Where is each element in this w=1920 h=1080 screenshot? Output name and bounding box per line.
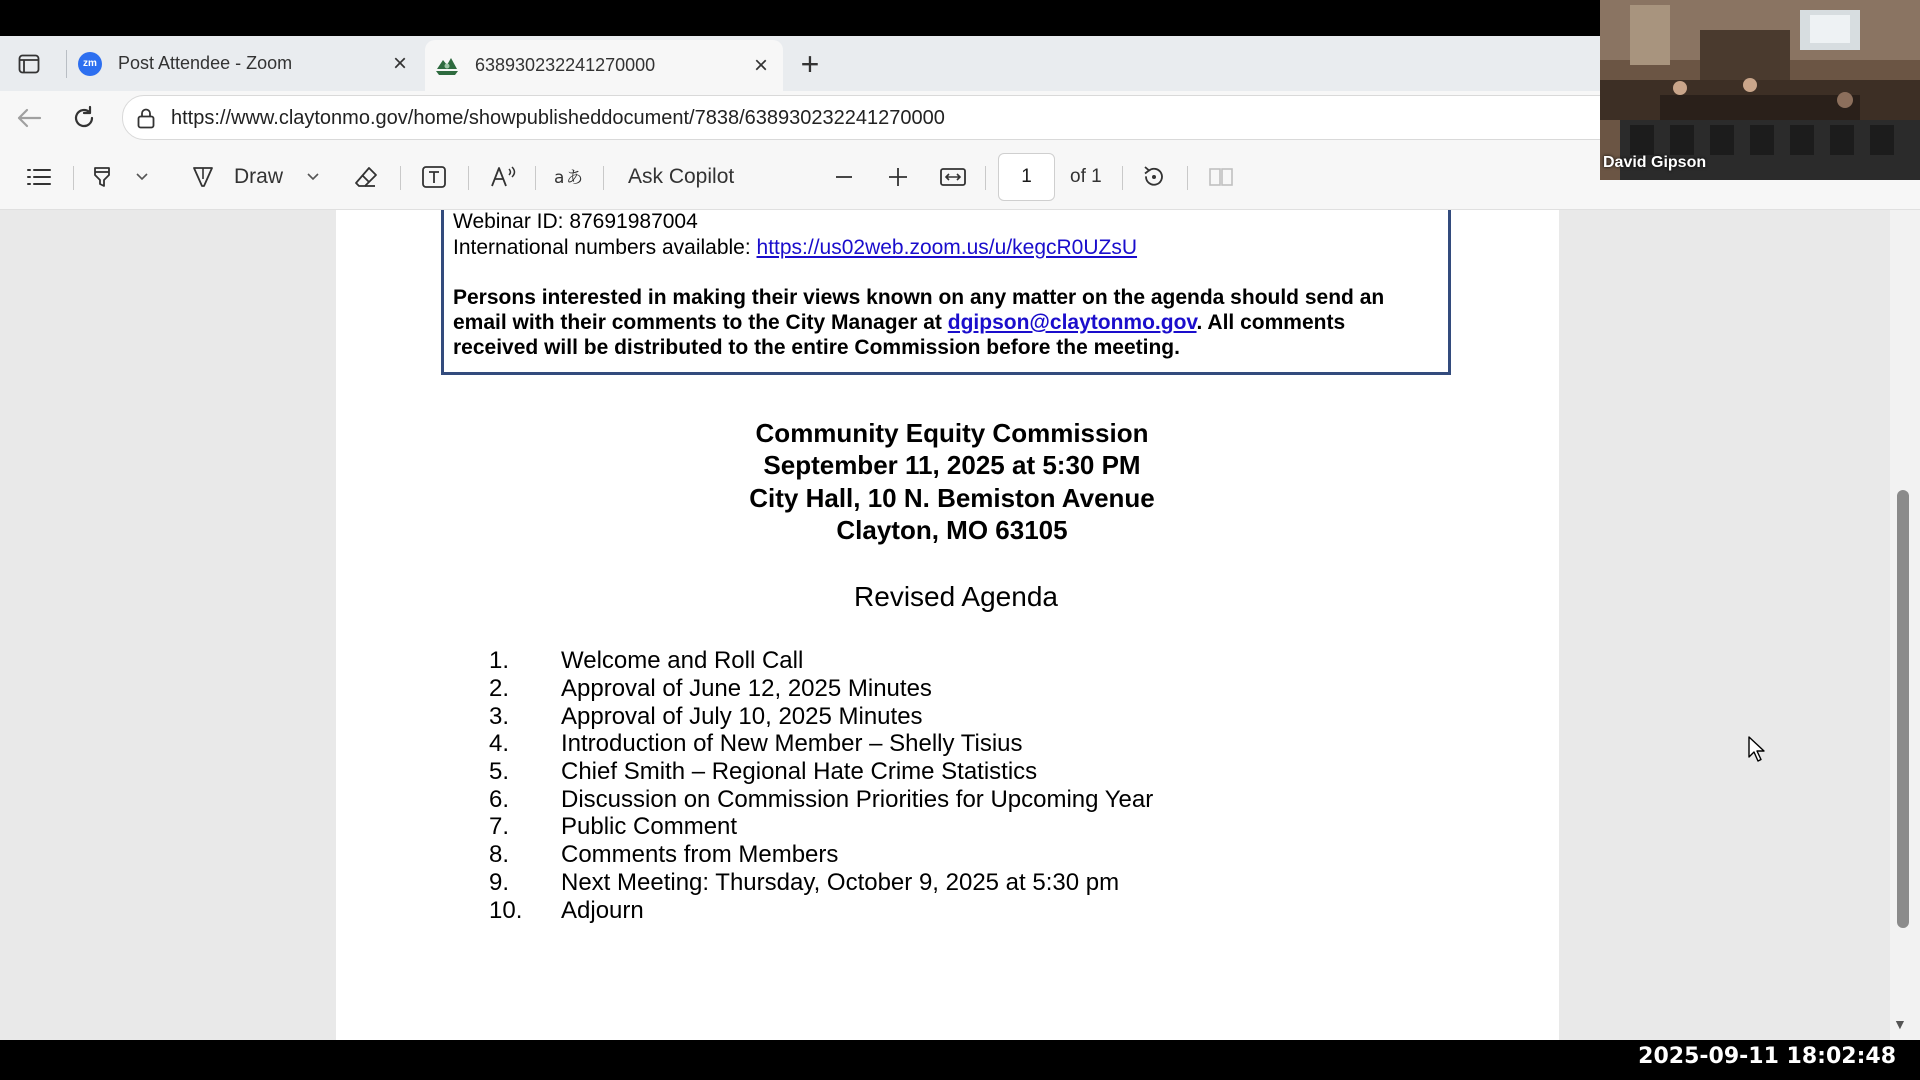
two-page-view-icon[interactable]	[1207, 160, 1235, 194]
agenda-item: 3. Approval of July 10, 2025 Minutes	[489, 703, 923, 730]
tab-title: 638930232241270000	[475, 55, 656, 75]
url-field[interactable]	[122, 95, 1842, 140]
international-numbers	[453, 236, 1137, 260]
highlight-icon[interactable]	[90, 160, 116, 194]
agenda-item: 4. Introduction of New Member – Shelly Tisius	[489, 730, 1023, 757]
international-numbers-link[interactable]: https://us02web.zoom.us/u/kegcR0UZsU	[756, 236, 1138, 259]
participant-name: David Gipson	[1603, 154, 1707, 171]
new-tab-button[interactable]: +	[800, 45, 820, 82]
svg-text:あ: あ	[566, 168, 583, 188]
comments-notice-line-2	[453, 311, 1345, 335]
url-text: https://www.claytonmo.gov/home/showpublisheddocument/7838/638930232241270000	[171, 107, 945, 129]
lock-icon[interactable]	[135, 107, 157, 129]
agenda-item: 7. Public Comment	[489, 813, 738, 840]
international-numbers-label: International numbers available:	[453, 236, 757, 259]
agenda-item: 2. Approval of June 12, 2025 Minutes	[489, 675, 932, 702]
scrollbar-thumb[interactable]	[1897, 490, 1909, 928]
comments-notice-text: email with their comments to the City Manager at	[453, 311, 948, 334]
meeting-date: September 11, 2025 at 5:30 PM	[763, 450, 1141, 480]
rotate-icon[interactable]	[1140, 160, 1168, 194]
draw-icon[interactable]	[190, 160, 216, 194]
tab-zoom[interactable]	[72, 36, 422, 91]
ask-copilot-button[interactable]: Ask Copilot	[628, 165, 735, 188]
pdf-viewer[interactable]	[0, 210, 1920, 1040]
agenda-item: 1. Welcome and Roll Call	[489, 647, 804, 674]
zoom-out-icon[interactable]	[832, 160, 856, 194]
agenda-item: 8. Comments from Members	[489, 841, 839, 868]
close-icon[interactable]: ×	[753, 51, 768, 79]
divider	[66, 50, 67, 78]
mouse-cursor-icon	[1747, 735, 1767, 768]
email-link[interactable]: dgipson@claytonmo.gov	[947, 311, 1197, 334]
divider	[73, 166, 74, 190]
divider	[400, 166, 401, 190]
comments-notice-line-1: Persons interested in making their views known on any matter on the agenda should send an	[453, 286, 1385, 309]
bottom-bar	[0, 1040, 1920, 1080]
webinar-id: Webinar ID: 87691987004	[453, 210, 698, 233]
meeting-city: Clayton, MO 63105	[836, 515, 1068, 545]
agenda-item: 9. Next Meeting: Thursday, October 9, 2025 at 5:30 pm	[489, 869, 1120, 896]
divider	[1187, 166, 1188, 190]
comments-notice-text: . All comments	[1196, 311, 1346, 334]
divider	[535, 166, 536, 190]
divider	[1122, 166, 1123, 190]
text-box-icon[interactable]	[420, 160, 448, 194]
refresh-icon[interactable]	[67, 101, 101, 135]
agenda-item: 5. Chief Smith – Regional Hate Crime Statistics	[489, 758, 1038, 785]
translate-icon[interactable]	[553, 160, 585, 194]
comments-notice-line-3: received will be distributed to the entire Commission before the meeting.	[453, 336, 1180, 359]
divider	[603, 166, 604, 190]
agenda-item: 6. Discussion on Commission Priorities for Upcoming Year	[489, 786, 1154, 813]
contents-list-icon[interactable]	[24, 160, 54, 194]
divider	[985, 166, 986, 190]
chevron-down-icon[interactable]	[134, 160, 150, 194]
zoom-video-thumbnail[interactable]	[1600, 0, 1920, 180]
close-icon[interactable]: ×	[392, 49, 407, 77]
meeting-location: City Hall, 10 N. Bemiston Avenue	[749, 483, 1155, 513]
page-total: of 1	[1070, 166, 1102, 187]
page-number-input[interactable]: 1	[998, 153, 1055, 201]
zoom-in-icon[interactable]	[886, 160, 910, 194]
read-aloud-icon[interactable]	[488, 160, 518, 194]
tab-pdf[interactable]	[425, 40, 783, 91]
eraser-icon[interactable]	[352, 160, 380, 194]
timestamp: 2025-09-11 18:02:48	[1638, 1044, 1896, 1069]
agenda-item: 10. Adjourn	[489, 897, 644, 924]
back-arrow-icon[interactable]	[12, 101, 46, 135]
agenda-title: Revised Agenda	[854, 581, 1058, 612]
tab-title: Post Attendee - Zoom	[118, 53, 293, 73]
commission-name: Community Equity Commission	[755, 418, 1149, 448]
zoom-icon: zm	[78, 52, 102, 76]
meeting-room-image	[1600, 0, 1920, 180]
scroll-down-icon[interactable]: ▼	[1893, 1016, 1907, 1032]
clayton-seal-icon	[435, 54, 459, 78]
chevron-down-icon[interactable]	[305, 160, 321, 194]
draw-button[interactable]: Draw	[234, 165, 284, 188]
divider	[468, 166, 469, 190]
svg-text:a: a	[554, 168, 565, 188]
fit-width-icon[interactable]	[938, 160, 968, 194]
tab-actions-icon[interactable]	[14, 49, 44, 79]
